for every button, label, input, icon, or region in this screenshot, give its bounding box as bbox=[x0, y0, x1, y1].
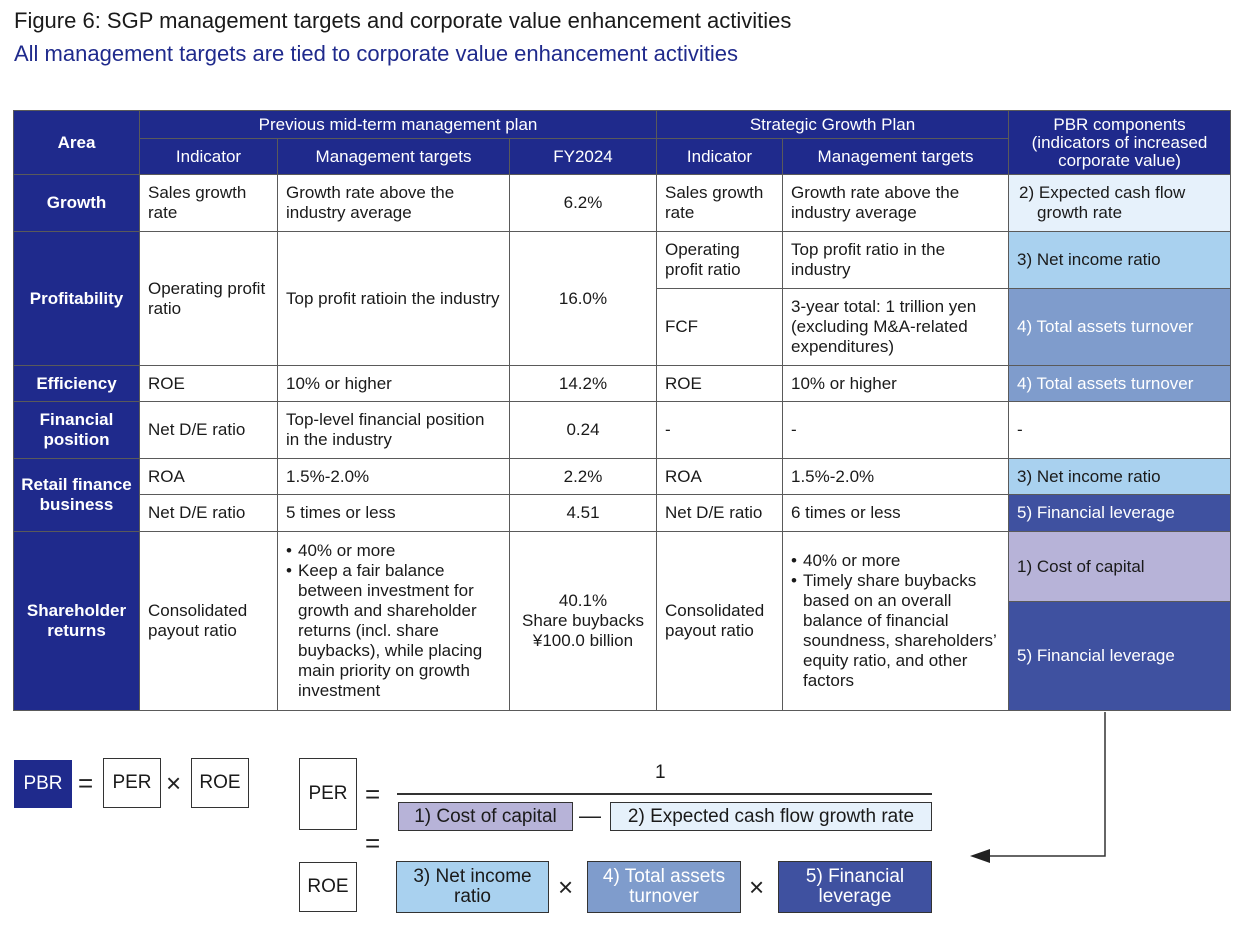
header-sgp-indicator: Indicator bbox=[657, 139, 783, 175]
roe-box: ROE bbox=[299, 862, 357, 912]
sgp-indicator: ROA bbox=[657, 459, 783, 495]
area-efficiency: Efficiency bbox=[14, 366, 140, 402]
sgp-target-bullet: • Timely share buybacks based on an overall balance of financial soundness, shareholders’ equity ratio, and other factors bbox=[791, 571, 1000, 691]
prev-target bbox=[278, 532, 510, 711]
sgp-indicator: Sales growth rate bbox=[657, 175, 783, 232]
net-income-ratio-box: 3) Net income ratio bbox=[396, 861, 549, 913]
area-retail-finance: Retail finance business bbox=[14, 459, 140, 532]
pbr-cost-of-capital: 1) Cost of capital bbox=[1009, 532, 1231, 602]
sgp-indicator: Operating profit ratio bbox=[657, 232, 783, 289]
fy2024-value: 6.2% bbox=[510, 175, 657, 232]
pbr-box: PBR bbox=[14, 760, 72, 808]
sgp-target: 3-year total: 1 trillion yen (excluding M&A-related expenditures) bbox=[783, 289, 1009, 366]
prev-target-bullet: • Keep a fair balance between investment for growth and shareholder returns (incl. share buybacks), while placing main priority on growth investment bbox=[286, 561, 501, 701]
header-sgp-targets: Management targets bbox=[783, 139, 1009, 175]
prev-target: Top-level financial position in the industry bbox=[278, 402, 510, 459]
total-assets-turnover-box: 4) Total assets turnover bbox=[587, 861, 741, 913]
pbr-net-income: 3) Net income ratio bbox=[1009, 232, 1231, 289]
equals-sign: = bbox=[365, 828, 381, 858]
fy2024-value: 2.2% bbox=[510, 459, 657, 495]
sgp-target: 6 times or less bbox=[783, 495, 1009, 532]
numerator-one: 1 bbox=[655, 762, 666, 783]
prev-target: 10% or higher bbox=[278, 366, 510, 402]
header-strategic-plan: Strategic Growth Plan bbox=[657, 111, 1009, 139]
prev-target: 1.5%-2.0% bbox=[278, 459, 510, 495]
area-financial-position: Financial position bbox=[14, 402, 140, 459]
pbr-financial-leverage: 5) Financial leverage bbox=[1009, 602, 1231, 711]
prev-target: Top profit ratioin the industry bbox=[278, 232, 510, 366]
prev-indicator: Net D/E ratio bbox=[140, 402, 278, 459]
minus-sign: — bbox=[579, 803, 601, 828]
figure-title: Figure 6: SGP management targets and corporate value enhancement activities bbox=[14, 8, 792, 33]
sgp-target-bullet: • 40% or more bbox=[791, 551, 1000, 571]
buyback-label: Share buybacks bbox=[522, 611, 644, 630]
targets-table bbox=[13, 110, 1231, 711]
prev-target: Growth rate above the industry average bbox=[278, 175, 510, 232]
equals-sign: = bbox=[365, 779, 381, 809]
area-shareholder-returns: Shareholder returns bbox=[14, 532, 140, 711]
sgp-target: 1.5%-2.0% bbox=[783, 459, 1009, 495]
header-prev-targets: Management targets bbox=[278, 139, 510, 175]
cost-of-capital-box: 1) Cost of capital bbox=[398, 802, 573, 831]
sgp-target: Growth rate above the industry average bbox=[783, 175, 1009, 232]
sgp-indicator: Consolidated payout ratio bbox=[657, 532, 783, 711]
fy2024-value: 4.51 bbox=[510, 495, 657, 532]
pbr-total-assets-turnover: 4) Total assets turnover bbox=[1009, 289, 1231, 366]
times-sign: × bbox=[749, 872, 765, 902]
sgp-indicator: - bbox=[657, 402, 783, 459]
expected-cf-box: 2) Expected cash flow growth rate bbox=[610, 802, 932, 831]
prev-indicator: ROE bbox=[140, 366, 278, 402]
per-box: PER bbox=[299, 758, 357, 830]
pbr-expected-cf: 2) Expected cash flow growth rate bbox=[1009, 175, 1231, 232]
sgp-target: - bbox=[783, 402, 1009, 459]
prev-indicator: Net D/E ratio bbox=[140, 495, 278, 532]
fy2024-value: 16.0% bbox=[510, 232, 657, 366]
buyback-amount: ¥100.0 billion bbox=[532, 631, 634, 650]
financial-leverage-box: 5) Financial leverage bbox=[778, 861, 932, 913]
fy2024-value: 14.2% bbox=[510, 366, 657, 402]
prev-indicator: Sales growth rate bbox=[140, 175, 278, 232]
sgp-target: 10% or higher bbox=[783, 366, 1009, 402]
sgp-target bbox=[783, 532, 1009, 711]
prev-indicator: Operating profit ratio bbox=[140, 232, 278, 366]
header-prev-indicator: Indicator bbox=[140, 139, 278, 175]
times-sign: × bbox=[166, 768, 182, 798]
payout-value: 40.1% bbox=[558, 591, 608, 610]
pbr-financial-leverage: 5) Financial leverage bbox=[1009, 495, 1231, 532]
fraction-line bbox=[397, 793, 932, 795]
header-area: Area bbox=[14, 111, 140, 175]
header-pbr-components: PBR components (indicators of increased corporate value) bbox=[1009, 111, 1231, 175]
fy2024-value: 0.24 bbox=[510, 402, 657, 459]
connector-arrow bbox=[960, 710, 1120, 870]
header-previous-plan: Previous mid-term management plan bbox=[140, 111, 657, 139]
header-fy2024: FY2024 bbox=[510, 139, 657, 175]
times-sign: × bbox=[558, 872, 574, 902]
sgp-indicator: ROE bbox=[657, 366, 783, 402]
prev-target-bullet: • 40% or more bbox=[286, 541, 501, 561]
fy2024-value bbox=[510, 532, 657, 711]
area-growth: Growth bbox=[14, 175, 140, 232]
area-profitability: Profitability bbox=[14, 232, 140, 366]
pbr-total-assets-turnover: 4) Total assets turnover bbox=[1009, 366, 1231, 402]
per-box: PER bbox=[103, 758, 161, 808]
prev-indicator: Consolidated payout ratio bbox=[140, 532, 278, 711]
sgp-indicator: FCF bbox=[657, 289, 783, 366]
pbr-none: - bbox=[1009, 402, 1231, 459]
prev-indicator: ROA bbox=[140, 459, 278, 495]
equals-sign: = bbox=[78, 768, 94, 798]
roe-box: ROE bbox=[191, 758, 249, 808]
sgp-target: Top profit ratio in the industry bbox=[783, 232, 1009, 289]
pbr-net-income: 3) Net income ratio bbox=[1009, 459, 1231, 495]
prev-target: 5 times or less bbox=[278, 495, 510, 532]
figure-subtitle: All management targets are tied to corporate value enhancement activities bbox=[14, 41, 738, 66]
sgp-indicator: Net D/E ratio bbox=[657, 495, 783, 532]
